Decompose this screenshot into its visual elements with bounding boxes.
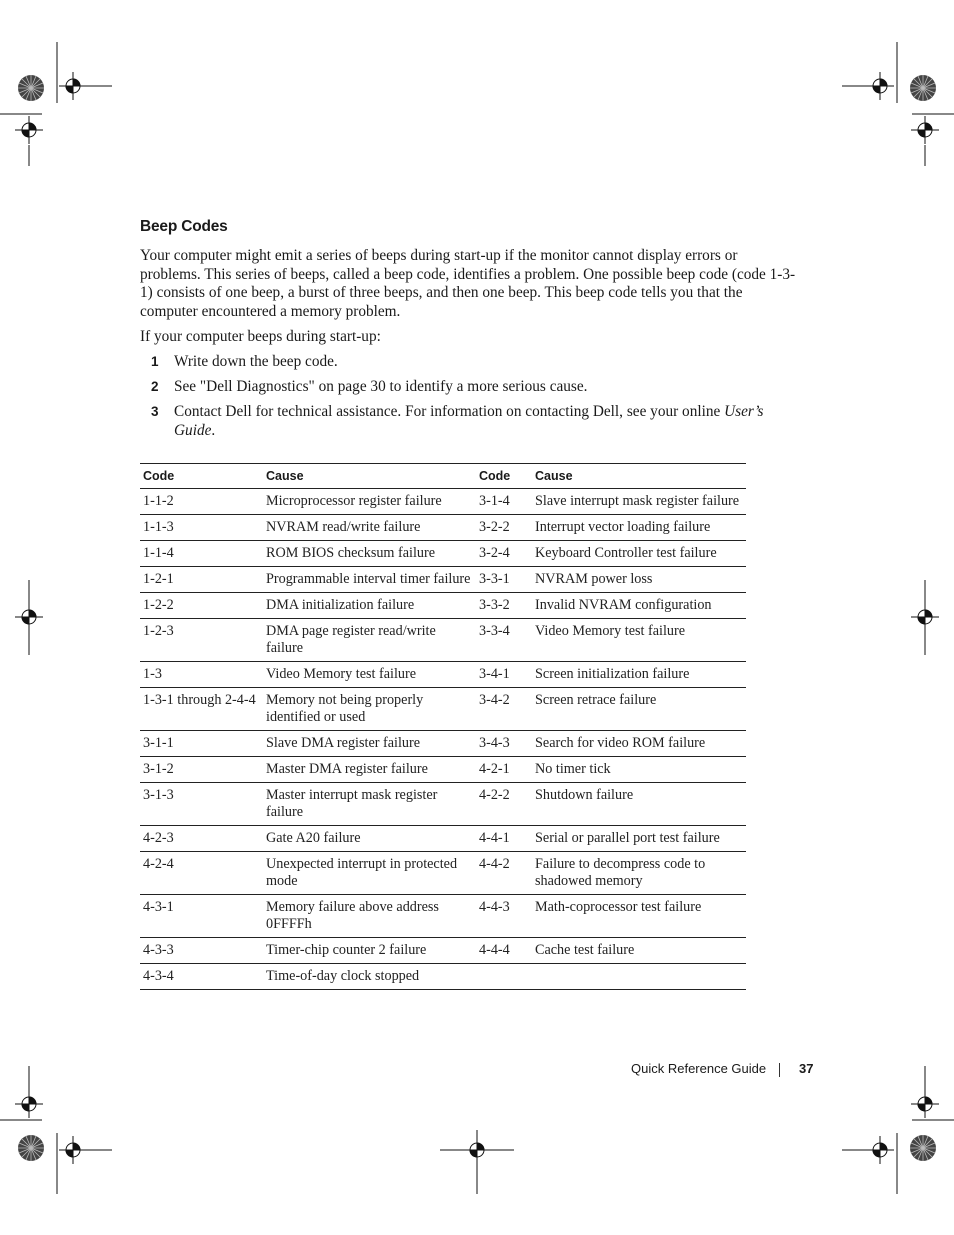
cause-cell: Microprocessor register failure	[263, 489, 476, 515]
lead-paragraph: If your computer beeps during start-up:	[140, 328, 381, 345]
cause-cell: Video Memory test failure	[532, 619, 746, 662]
cause-cell: Invalid NVRAM configuration	[532, 593, 746, 619]
cause-cell: NVRAM power loss	[532, 567, 746, 593]
code-cell: 1-3-1 through 2-4-4	[140, 688, 263, 731]
table-row	[140, 757, 746, 783]
table-row	[140, 662, 746, 688]
step-item	[140, 403, 800, 440]
code-cell: 3-3-4	[476, 619, 532, 662]
table-row	[140, 895, 746, 938]
code-cell: 3-4-2	[476, 688, 532, 731]
step-text: Write down the beep code.	[174, 353, 338, 370]
table-row	[140, 826, 746, 852]
code-cell: 3-2-2	[476, 515, 532, 541]
cause-cell: Memory failure above address 0FFFFh	[263, 895, 476, 938]
cause-cell: Gate A20 failure	[263, 826, 476, 852]
code-cell: 4-3-4	[140, 964, 263, 990]
step-item	[140, 353, 800, 372]
header-cause: Cause	[532, 464, 746, 489]
beep-code-table	[140, 463, 746, 990]
code-cell: 4-4-4	[476, 938, 532, 964]
code-cell: 3-3-2	[476, 593, 532, 619]
table-header-row	[140, 464, 746, 489]
table-body	[140, 489, 746, 990]
cause-cell: Math-coprocessor test failure	[532, 895, 746, 938]
code-cell: 4-2-2	[476, 783, 532, 826]
cause-cell: Time-of-day clock stopped	[263, 964, 476, 990]
cause-cell: Interrupt vector loading failure	[532, 515, 746, 541]
code-cell: 4-3-1	[140, 895, 263, 938]
cause-cell: Video Memory test failure	[263, 662, 476, 688]
step-item	[140, 378, 800, 397]
code-cell: 1-1-3	[140, 515, 263, 541]
code-cell: 1-1-2	[140, 489, 263, 515]
cause-cell: Serial or parallel port test failure	[532, 826, 746, 852]
users-guide-reference: User’s Guide	[174, 402, 764, 439]
footer-separator	[779, 1063, 780, 1077]
footer-title: Quick Reference Guide	[631, 1061, 767, 1076]
code-cell: 1-2-2	[140, 593, 263, 619]
code-cell: 1-3	[140, 662, 263, 688]
cause-cell: Memory not being properly identified or used	[263, 688, 476, 731]
cause-cell: Programmable interval timer failure	[263, 567, 476, 593]
cause-cell: Timer-chip counter 2 failure	[263, 938, 476, 964]
cause-cell: Slave interrupt mask register failure	[532, 489, 746, 515]
code-cell: 1-1-4	[140, 541, 263, 567]
code-cell: 3-1-3	[140, 783, 263, 826]
header-cause: Cause	[263, 464, 476, 489]
header-code: Code	[140, 464, 263, 489]
table-row	[140, 489, 746, 515]
cause-cell: Screen initialization failure	[532, 662, 746, 688]
code-cell: 3-1-2	[140, 757, 263, 783]
step-text: Contact Dell for technical assistance. For information on contacting Dell, see your online	[174, 402, 725, 420]
table-row	[140, 688, 746, 731]
code-cell: 3-1-1	[140, 731, 263, 757]
table-row	[140, 567, 746, 593]
section-heading: Beep Codes	[140, 218, 228, 235]
table-row	[140, 593, 746, 619]
cause-cell: Search for video ROM failure	[532, 731, 746, 757]
cause-cell: Shutdown failure	[532, 783, 746, 826]
intro-paragraph: Your computer might emit a series of beeps during start-up if the monitor cannot display errors or problems. This series of beeps, called a beep code, identifies a problem. One possible beep code (code 1-3-1) consists of one beep, a burst of three beeps, and then one beep. This beep code tells you that the computer encountered a memory problem.	[140, 247, 796, 320]
step-number: 3	[151, 403, 159, 419]
code-cell: 3-1-4	[476, 489, 532, 515]
code-cell: 4-2-4	[140, 852, 263, 895]
cause-cell: DMA page register read/write failure	[263, 619, 476, 662]
page-number: 37	[799, 1061, 814, 1076]
code-cell: 4-2-3	[140, 826, 263, 852]
code-cell: 4-2-1	[476, 757, 532, 783]
cause-cell: Screen retrace failure	[532, 688, 746, 731]
table-row	[140, 731, 746, 757]
cause-cell: Master interrupt mask register failure	[263, 783, 476, 826]
table-row	[140, 964, 746, 990]
table-row	[140, 852, 746, 895]
cause-cell: Keyboard Controller test failure	[532, 541, 746, 567]
table-row	[140, 515, 746, 541]
cause-cell: Slave DMA register failure	[263, 731, 476, 757]
table-row	[140, 619, 746, 662]
header-code: Code	[476, 464, 532, 489]
cause-cell: Cache test failure	[532, 938, 746, 964]
code-cell: 3-4-1	[476, 662, 532, 688]
cause-cell	[532, 964, 746, 990]
step-text: See "Dell Diagnostics" on page 30 to identify a more serious cause.	[174, 377, 588, 395]
cause-cell: Master DMA register failure	[263, 757, 476, 783]
cause-cell: NVRAM read/write failure	[263, 515, 476, 541]
code-cell: 4-3-3	[140, 938, 263, 964]
cause-cell: Unexpected interrupt in protected mode	[263, 852, 476, 895]
code-cell: 4-4-1	[476, 826, 532, 852]
cause-cell: No timer tick	[532, 757, 746, 783]
code-cell: 3-4-3	[476, 731, 532, 757]
step-text-end: .	[211, 421, 216, 439]
code-cell: 1-2-1	[140, 567, 263, 593]
table-row	[140, 783, 746, 826]
cause-cell: DMA initialization failure	[263, 593, 476, 619]
code-cell: 4-4-2	[476, 852, 532, 895]
steps-list	[140, 353, 800, 447]
code-cell: 4-4-3	[476, 895, 532, 938]
code-cell: 3-3-1	[476, 567, 532, 593]
cause-cell: ROM BIOS checksum failure	[263, 541, 476, 567]
cause-cell: Failure to decompress code to shadowed memory	[532, 852, 746, 895]
code-cell: 3-2-4	[476, 541, 532, 567]
step-number: 2	[151, 378, 159, 394]
table-row	[140, 541, 746, 567]
table-row	[140, 938, 746, 964]
code-cell	[476, 964, 532, 990]
code-cell: 1-2-3	[140, 619, 263, 662]
step-number: 1	[151, 354, 159, 369]
